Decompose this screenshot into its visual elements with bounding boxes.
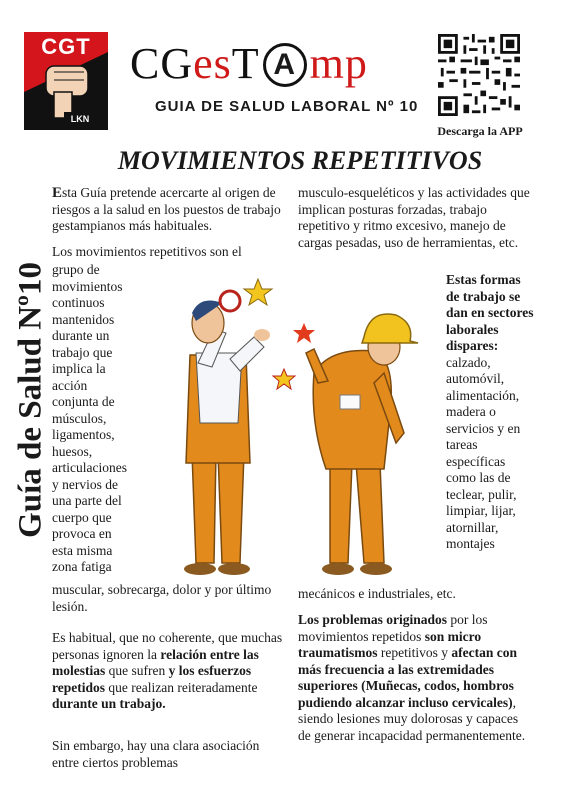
prob-bold-1: Los problemas originados (298, 612, 448, 627)
sectors-text: calzado, automóvil, alimentación, madera o servicios y en tareas específicas como las de teclear, pulir, limpiar, lijar, atornillar, montajes (446, 354, 521, 551)
hab-bold-3: durante un trabajo. (52, 696, 166, 711)
star-icon (244, 279, 272, 305)
sectors-continuation: mecánicos e industriales, etc. (298, 586, 456, 601)
worker-right (306, 314, 418, 575)
title-mp: mp (309, 39, 368, 88)
pain-star-icon-2 (273, 369, 295, 389)
hab-text-1: Es habitual, que no coherente, que muchas personas ignoren la (52, 630, 283, 662)
problems-paragraph (298, 612, 533, 744)
hab-bold-1: relación entre las molestias (52, 646, 259, 678)
app-title (130, 38, 430, 89)
guide-subtitle: GUIA DE SALUD LABORAL Nº 10 (155, 98, 419, 115)
intro-paragraph (52, 185, 284, 235)
hab-bold-2: y los esfuerzos repetidos (52, 663, 252, 695)
sectors-bold: Estas formas de trabajo se dan en sectores laborales dispares: (446, 272, 534, 353)
sectors-paragraph (446, 272, 536, 553)
habitual-paragraph (52, 630, 284, 713)
hab-text-2: que sufren (105, 663, 169, 678)
intro-text: sta Guía pretende acercarte al origen de riesgos a la salud en los puestos de trabajo gestampianos más habituales. (52, 185, 281, 233)
title-t: T (231, 39, 260, 88)
movements-continuation: muscular, sobrecarga, dolor y por último lesión. (52, 582, 272, 614)
prob-text-1: por los movimientos repetidos (298, 612, 488, 644)
prob-bold-2: son micro traumatismos (298, 628, 482, 660)
logo-text: CGT (41, 34, 91, 59)
title-es: es (193, 39, 232, 88)
sin-embargo-paragraph: Sin embargo, hay una clara asociación entre ciertos problemas (52, 738, 260, 770)
movements-first-line: Los movimientos repetitivos son el (52, 244, 242, 259)
pain-star-icon (293, 323, 315, 343)
title-cg: CG (130, 39, 194, 88)
prob-text-3: , siendo lesiones muy dolorosas y capaces de generar incapacidad permanentemente. (298, 694, 526, 743)
worker-left (184, 291, 270, 575)
col2-top-paragraph: musculo-esqueléticos y las actividades que implican posturas forzadas, trabajo repetitivo y ritmo excesivo, manejo de cargas pesadas, uso de herramientas, etc. (298, 185, 530, 250)
workers-illustration (134, 263, 440, 581)
prob-text-2: repetitivos y (377, 645, 452, 660)
page-headline: MOVIMIENTOS REPETITIVOS (117, 146, 483, 175)
qr-caption: Descarga la APP (437, 124, 523, 138)
hab-text-3: que realizan reiteradamente (105, 679, 258, 695)
anarchy-circle-icon: A (263, 43, 307, 87)
dropcap: E (52, 185, 63, 201)
side-title (6, 230, 56, 570)
qr-code-icon[interactable] (438, 34, 520, 116)
movements-narrow-text: grupo de movimientos continuos mantenidos durante un trabajo que implica la acción conjunta de músculos, ligamentos, huesos, articulaciones y nervios de una parte del cuerpo que provoca en esta misma zona fatiga (52, 262, 127, 574)
logo-sub: LKN (64, 112, 96, 126)
side-title-text: Guía de Salud Nº10 (12, 262, 49, 538)
prob-bold-3: afectan con más frecuencia a las extremidades superiores (Muñecas, codos, hombros pudiendo alcanzar incluso cervicales) (298, 645, 517, 710)
cgt-logo (24, 32, 108, 130)
